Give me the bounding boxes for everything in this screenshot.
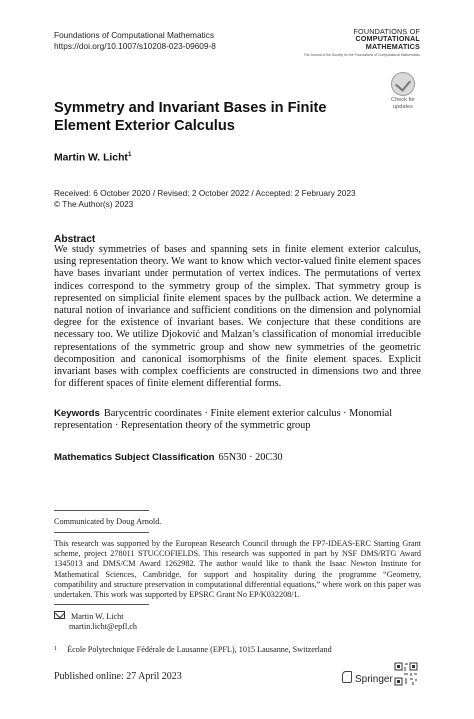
envelope-icon (54, 611, 65, 619)
logo-line-1: FOUNDATIONS OF (353, 27, 420, 36)
article-history: Received: 6 October 2020 / Revised: 2 October 2022 / Accepted: 2 February 2023 (54, 188, 356, 198)
contact-email[interactable]: martin.licht@epfl.ch (69, 622, 138, 632)
publisher-name: Springer (355, 674, 393, 685)
affiliation-text: École Polytechnique Fédérale de Lausanne (EPFL), 1015 Lausanne, Switzerland (67, 645, 332, 654)
logo-subtitle: The Journal of the Society for the Foundations of Computational Mathematics (303, 53, 420, 58)
contact-name: Martin W. Licht (71, 612, 124, 621)
article-dates (54, 188, 356, 210)
footnote-divider-2 (54, 532, 149, 533)
affiliation-number: 1 (54, 645, 58, 652)
check-for-updates-badge[interactable] (386, 72, 420, 110)
msc-codes: 65N30 · 20C30 (218, 452, 283, 463)
springer-horse-icon (342, 671, 352, 683)
publisher-logo[interactable] (342, 670, 393, 685)
check-for-updates-line2: updates (393, 104, 413, 110)
affiliation (54, 645, 332, 654)
msc-label: Mathematics Subject Classification (54, 452, 215, 463)
journal-logo (304, 28, 420, 60)
keywords (54, 408, 421, 432)
check-for-updates-icon (391, 72, 415, 96)
logo-line-3: MATHEMATICS (365, 41, 420, 51)
contact-info (54, 611, 137, 632)
check-for-updates-line1: Check for (391, 97, 415, 103)
author-name[interactable]: Martin W. Licht (54, 152, 128, 164)
funding-note: This research was supported by the European Research Council through the FP7-IDEAS-ERC Starting Grant scheme, project 278011 STUCCOFIELDS. This research was supported in part by NSF DMS/RTG Award 1345013 and DMS/CM Award 1262982. The author would like to thank the Isaac Newton Institute for Mathematical Sciences, Cambridge, for support and hospitality during the programme “Geometry, compatibility and structure preservation in computational differential equations,” where work on this paper was undertaken. This work was supported by EPSRC Grant No EP/K032208/1. (54, 539, 421, 600)
author-line (54, 151, 132, 163)
msc-classification (54, 452, 283, 463)
published-online: Published online: 27 April 2023 (54, 671, 182, 682)
copyright: © The Author(s) 2023 (54, 199, 134, 209)
qr-code-icon[interactable] (394, 662, 418, 686)
communicated-by: Communicated by Doug Arnold. (54, 517, 162, 526)
contact-divider (54, 604, 149, 605)
abstract-text: We study symmetries of bases and spanning sets in finite element exterior calculus, using representation theory. We want to know which vector-valued finite element spaces have bases invariant under permutation of vertex indices. The permutations of vertex indices correspond to the symmetry group of the simplex. That symmetry group is represented on simplicial finite element spaces by the pullback action. We determine a natural notion of invariance and sufficient conditions on the dimension and polynomial degree for the existence of invariant bases. We conjecture that these conditions are necessary too. We utilize Djoković and Malzan’s classification of monomial irreducible representations of the symmetric group and show new symmetries of the geometric decomposition and canonical isomorphisms of the finite element spaces. Explicit invariant bases with complex coefficients are constructed in dimensions two and three for different spaces of finite element differential forms. (54, 244, 421, 390)
logo-line-2: COMPUTATIONAL (355, 34, 420, 44)
keywords-label: Keywords (54, 408, 100, 419)
paper-title: Symmetry and Invariant Bases in Finite Element Exterior Calculus (54, 100, 327, 134)
abstract-heading: Abstract (54, 234, 96, 245)
doi-link[interactable]: https://doi.org/10.1007/s10208-023-09609-8 (54, 41, 216, 51)
journal-name: Foundations of Computational Mathematics (54, 30, 215, 40)
keywords-text: Barycentric coordinates · Finite element exterior calculus · Monomial representation · Representation theory of the symmetric group (54, 408, 393, 432)
footnote-divider (54, 510, 149, 511)
journal-header (54, 30, 216, 52)
author-affil-mark: 1 (127, 151, 132, 158)
